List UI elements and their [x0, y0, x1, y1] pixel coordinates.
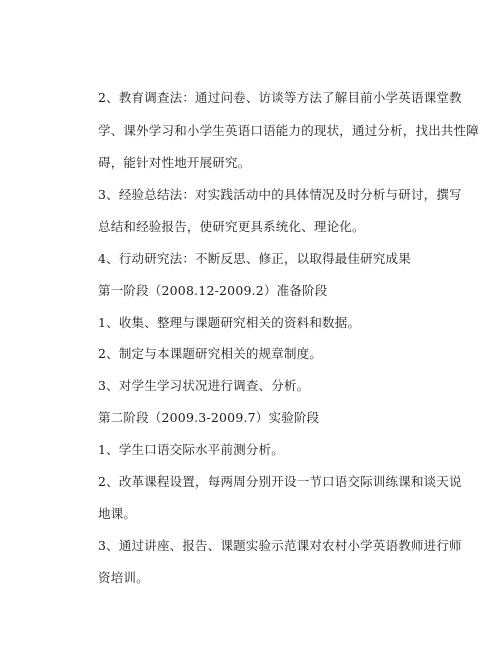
list-item: 1、收集、整理与课题研究相关的资料和数据。 — [98, 315, 361, 330]
list-item: 1、学生口语交际水平前测分析。 — [98, 442, 284, 457]
list-item: 3、对学生学习状况进行调查、分析。 — [98, 378, 310, 393]
list-item-continuation: 资培训。 — [98, 570, 149, 585]
paragraph-line: 4、行动研究法：不断反思、修正，以取得最佳研究成果 — [98, 251, 411, 266]
section-heading: 第二阶段（2009.3-2009.7）实验阶段 — [98, 410, 320, 425]
list-item-continuation: 地课。 — [98, 506, 137, 521]
paragraph-line: 学、课外学习和小学生英语口语能力的现状，通过分析，找出共性障 — [98, 123, 480, 138]
section-heading: 第一阶段（2008.12-2009.2）准备阶段 — [98, 283, 328, 298]
paragraph-line: 2、教育调查法：通过问卷、访谈等方法了解目前小学英语课堂教 — [98, 90, 462, 105]
paragraph-line: 3、经验总结法：对实践活动中的具体情况及时分析与研讨，撰写 — [98, 187, 462, 202]
list-item: 3、通过讲座、报告、课题实验示范课对农村小学英语教师进行师 — [98, 538, 462, 553]
paragraph-line: 总结和经验报告，使研究更具系统化、理论化。 — [98, 219, 365, 234]
list-item: 2、改革课程设置，每两周分别开设一节口语交际训练课和谈天说 — [98, 474, 462, 489]
list-item: 2、制定与本课题研究相关的规章制度。 — [98, 346, 323, 361]
paragraph-line: 碍，能针对性地开展研究。 — [98, 155, 251, 170]
